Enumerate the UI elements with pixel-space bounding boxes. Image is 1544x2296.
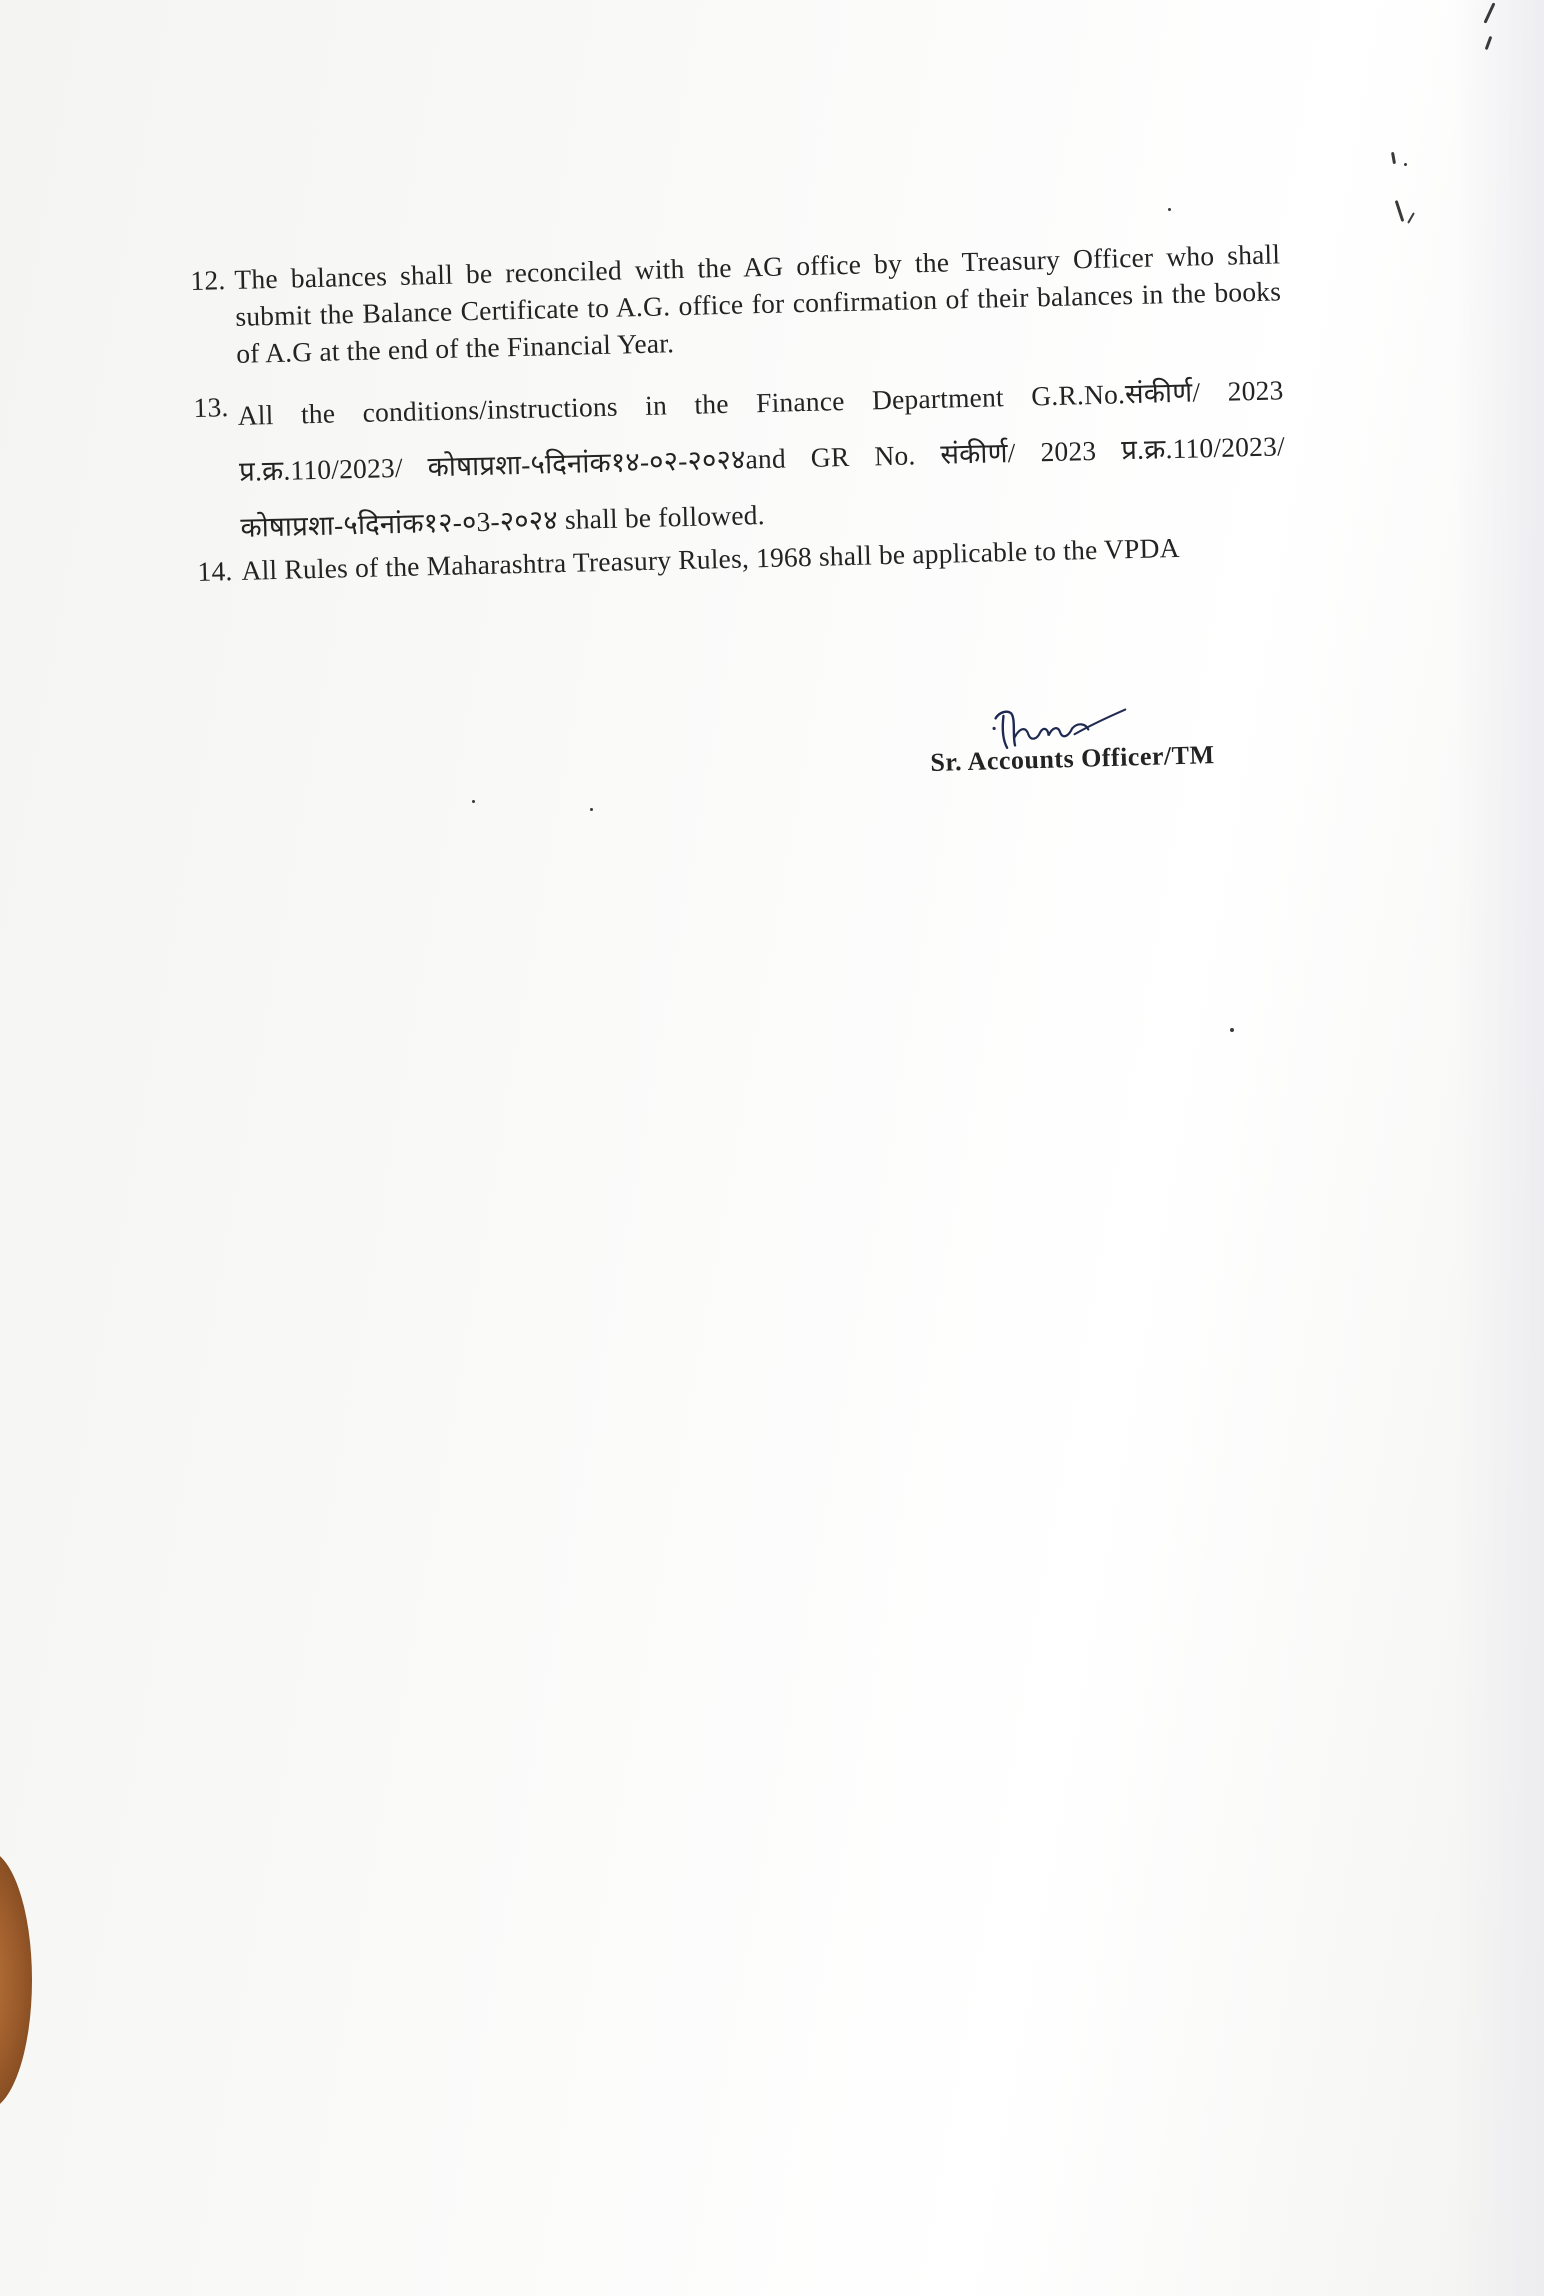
signatory-designation: Sr. Accounts Officer/TM: [930, 740, 1215, 777]
clause-text: All Rules of the Maharashtra Treasury Rules, 1968 shall be applicable to the VPDA: [241, 531, 1180, 586]
clause-number: 13.: [193, 391, 229, 423]
clause-text: The balances shall be reconciled with the AG office by the Treasury Officer who shall submit the Balance Certificate to A.G. office for confirmation of their balances in the books of A.G at the end of the Financial Year.: [234, 238, 1282, 369]
dust-speck: [590, 808, 593, 811]
dust-speck: [1230, 1028, 1234, 1032]
clause-number: 14.: [197, 555, 233, 587]
document-body: [190, 235, 1288, 590]
page-shadow: [1454, 0, 1544, 2296]
corner-pen-mark: [1404, 163, 1407, 166]
dust-speck: [1168, 208, 1171, 211]
dust-speck: [472, 800, 475, 803]
clause-number: 12.: [190, 264, 226, 296]
clause-13: [193, 362, 1287, 557]
clause-text: All the conditions/instructions in the Finance Department G.R.No.संकीर्ण/ 2023 प्र.क्र.110/2023/ कोषाप्रशा-५दिनांक१४-०२-२०२४and GR No. संकीर्ण/ 2023 प्र.क्र.110/2023/ कोषाप्रशा-५दिनांक१२-०3-२०२४ shall be followed.: [237, 374, 1286, 543]
